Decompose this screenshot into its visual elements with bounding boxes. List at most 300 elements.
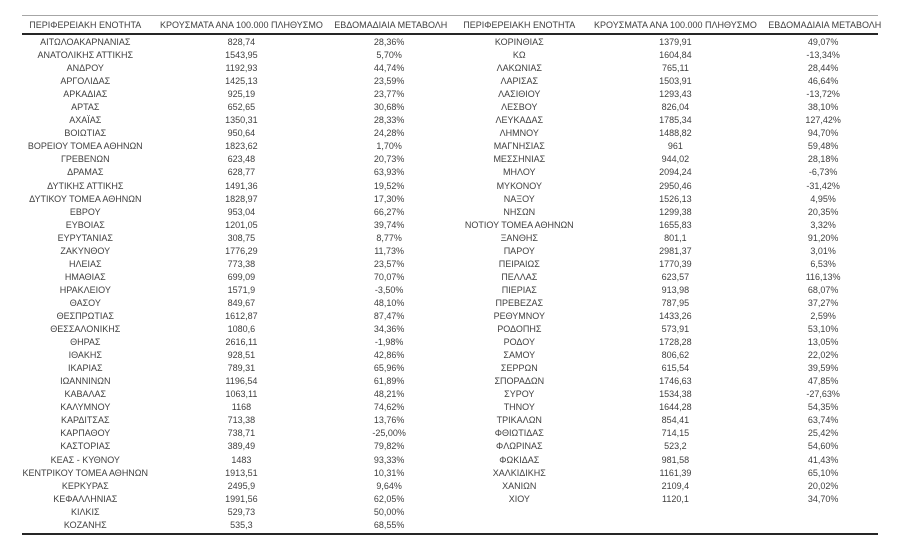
region-cell: ΤΡΙΚΑΛΩΝ [496,415,542,426]
table-row [456,219,878,232]
cases-cell: 1991,56 [225,493,258,504]
change-cell: 93,33% [373,454,405,465]
region-cell: ΘΕΣΠΡΩΤΙΑΣ [56,311,114,321]
region-cell: ΚΩ [512,50,526,61]
table-row [22,49,444,62]
table-row [456,454,878,467]
cases-cell: 1913,51 [225,467,258,478]
region-cell: ΙΚΑΡΙΑΣ [68,363,103,374]
region-cell: ΜΗΛΟΥ [503,167,536,178]
table-row [22,258,444,271]
cases-cell: 928,51 [227,350,256,361]
table-row [22,297,444,310]
cases-cell: 1483 [231,454,252,465]
change-cell: 3,32% [810,219,836,230]
change-cell: 39,74% [373,219,405,230]
table-row [22,88,444,101]
change-cell: 68,07% [807,284,839,295]
region-cell: ΒΟΙΩΤΙΑΣ [64,128,107,139]
cases-cell: 1644,28 [659,402,692,413]
change-cell: -31,42% [806,180,840,191]
cases-cell: 308,75 [227,232,256,243]
cases-cell: 1433,26 [659,311,692,321]
table-row [456,62,878,75]
table-row [22,193,444,206]
region-cell: ΛΕΥΚΑΔΑΣ [495,115,544,126]
cases-cell: 826,04 [661,102,690,113]
table-row [456,493,878,506]
cases-cell: 1379,91 [659,37,692,48]
region-cell: ΘΑΣΟΥ [69,297,101,308]
change-cell: 17,30% [373,193,405,204]
change-cell: 91,20% [807,232,839,243]
region-cell: ΡΕΘΥΜΝΟΥ [493,311,546,321]
region-cell: ΛΑΡΙΣΑΣ [500,76,539,87]
change-cell: 9,64% [376,480,402,491]
change-cell: 11,73% [374,245,405,256]
table-row [22,101,444,114]
change-cell: 54,35% [807,402,839,413]
table-row [22,493,444,506]
change-cell: 50,00% [373,506,405,517]
change-cell: 1,70% [376,141,402,152]
change-cell: 49,07% [807,37,839,48]
table-row [22,336,444,349]
cases-cell: 765,11 [662,63,689,74]
region-cell: ΑΡΓΟΛΙΔΑΣ [60,76,111,87]
region-cell: ΛΗΜΝΟΥ [499,128,539,139]
table-row [456,427,878,440]
table-row [22,310,444,323]
column-header-region: ΠΕΡΙΦΕΡΕΙΑΚΗ ΕΝΟΤΗΤΑ [29,20,142,30]
change-cell: 48,21% [373,389,405,400]
cases-cell: 913,98 [661,284,690,295]
change-cell: 42,86% [373,350,405,361]
table-row [456,467,878,480]
change-cell: -13,72% [806,89,840,100]
change-cell: 39,59% [807,363,839,374]
region-cell: ΠΕΙΡΑΙΩΣ [498,258,540,269]
table-row [456,180,878,193]
table-row [456,284,878,297]
region-cell: ΛΕΣΒΟΥ [501,102,538,113]
cases-cell: 2495,9 [227,480,256,491]
table-row [456,401,878,414]
change-cell: -3,50% [374,284,404,295]
region-cell: ΝΗΣΩΝ [503,206,536,217]
table-row [456,49,878,62]
cases-cell: 981,58 [661,454,690,465]
cases-cell: 2950,46 [659,180,692,191]
cases-cell: 1120,1 [662,493,689,504]
region-cell: ΣΑΜΟΥ [503,350,536,361]
cases-cell: 1728,28 [659,337,692,348]
region-cell: ΚΕΝΤΡΙΚΟΥ ΤΟΜΕΑ ΑΘΗΝΩΝ [22,467,149,478]
change-cell: 94,70% [807,128,839,139]
cases-cell: 2616,11 [225,337,258,348]
change-cell: 28,18% [807,154,839,165]
cases-cell: 1168 [231,402,252,413]
cases-cell: 925,19 [227,89,256,100]
cases-cell: 1503,91 [659,76,692,87]
region-cell: ΚΑΡΠΑΘΟΥ [60,428,111,439]
change-cell: 5,70% [376,50,402,61]
table-row [456,375,878,388]
cases-cell: 849,67 [227,297,256,308]
table-row [22,206,444,219]
change-cell: 79,82% [373,441,405,452]
change-cell: 34,70% [807,493,839,504]
table-row [22,454,444,467]
table-row [22,362,444,375]
table-row [22,36,444,49]
cases-cell: 1526,13 [659,193,692,204]
cases-cell: 1063,11 [225,389,258,400]
table-row [456,349,878,362]
table-row [22,140,444,153]
cases-cell: 1534,38 [659,389,692,400]
table-row [22,467,444,480]
table-row [456,310,878,323]
table-row [22,75,444,88]
table-row [22,519,444,532]
cases-cell: 1770,39 [659,258,692,269]
change-cell: 23,77% [373,89,405,100]
change-cell: 44,74% [373,63,405,74]
region-cell: ΚΟΡΙΝΘΙΑΣ [494,37,544,48]
region-cell: ΑΙΤΩΛΟΑΚΑΡΝΑΝΙΑΣ [40,37,131,48]
change-cell: 65,96% [373,363,405,374]
region-cell: ΣΕΡΡΩΝ [500,363,538,374]
region-cell: ΜΥΚΟΝΟΥ [496,180,543,191]
table-row [22,232,444,245]
table-header-right [456,18,882,33]
region-cell: ΝΟΤΙΟΥ ΤΟΜΕΑ ΑΘΗΝΩΝ [464,219,574,230]
change-cell: 37,27% [807,297,839,308]
table-row [456,193,878,206]
cases-cell: 1201,05 [225,219,258,230]
change-cell: 28,33% [373,115,405,126]
region-cell: ΦΩΚΙΔΑΣ [499,454,540,465]
region-cell: ΣΠΟΡΑΔΩΝ [494,376,545,387]
column-header-cases: ΚΡΟΥΣΜΑΤΑ ΑΝΑ 100.000 ΠΛΗΘΥΣΜΟ [160,20,323,30]
region-cell: ΛΑΚΩΝΙΑΣ [496,63,542,74]
cases-cell: 1543,95 [225,50,258,61]
region-cell: ΔΥΤΙΚΗΣ ΑΤΤΙΚΗΣ [47,180,124,191]
region-cell: ΚΑΣΤΟΡΙΑΣ [60,441,111,452]
change-cell: -1,98% [374,337,404,348]
table-row [456,388,878,401]
table-row [22,506,444,519]
region-cell: ΧΑΛΚΙΔΙΚΗΣ [492,467,546,478]
change-cell: 65,10% [807,467,839,478]
change-cell: 13,76% [373,415,405,426]
cases-cell: 623,57 [661,271,690,282]
cases-cell: 1293,43 [659,89,692,100]
change-cell: 68,55% [373,519,405,530]
cases-cell: 1192,93 [225,63,258,74]
region-cell: ΑΡΤΑΣ [71,102,100,113]
region-cell: ΙΘΑΚΗΣ [68,350,102,361]
region-cell: ΑΝΑΤΟΛΙΚΗΣ ΑΤΤΙΚΗΣ [37,50,134,61]
cases-cell: 828,74 [227,37,256,48]
table-row [456,414,878,427]
change-cell: 70,07% [373,271,405,282]
region-cell: ΒΟΡΕΙΟΥ ΤΟΜΕΑ ΑΘΗΝΩΝ [27,141,143,152]
change-cell: 25,42% [807,428,839,439]
cases-cell: 1604,84 [659,50,692,61]
column-header-region: ΠΕΡΙΦΕΡΕΙΑΚΗ ΕΝΟΤΗΤΑ [463,20,576,30]
change-cell: 47,85% [807,376,839,387]
region-cell: ΚΑΛΥΜΝΟΥ [60,402,111,413]
cases-cell: 787,95 [661,297,690,308]
change-cell: 41,43% [807,454,839,465]
change-cell: 3,01% [810,245,836,256]
region-cell: ΙΩΑΝΝΙΝΩΝ [60,376,111,387]
region-cell: ΡΟΔΟΠΗΣ [497,324,542,335]
cases-cell: 738,71 [227,428,256,439]
table-row [22,427,444,440]
change-cell: 23,57% [373,258,405,269]
region-cell: ΠΕΛΛΑΣ [501,271,538,282]
column-header-change: ΕΒΔΟΜΑΔΙΑΙΑ ΜΕΤΑΒΟΛΗ [768,20,882,30]
table-row [22,180,444,193]
region-cell: ΗΛΕΙΑΣ [69,258,102,269]
region-cell: ΚΕΦΑΛΛΗΝΙΑΣ [53,493,118,504]
table-row [22,284,444,297]
table-row [456,140,878,153]
table-row [456,336,878,349]
table-row [456,127,878,140]
cases-cell: 535,3 [230,519,253,530]
table-row [456,101,878,114]
cases-cell: 1299,38 [659,206,692,217]
cases-cell: 523,2 [664,441,687,452]
cases-cell: 1161,39 [659,467,692,478]
change-cell: 66,27% [373,206,405,217]
cases-cell: 950,64 [227,128,256,139]
cases-cell: 699,09 [227,271,256,282]
table-row [456,206,878,219]
region-cell: ΚΟΖΑΝΗΣ [63,519,107,530]
change-cell: 63,74% [807,415,839,426]
table-row [456,166,878,179]
column-header-change: ΕΒΔΟΜΑΔΙΑΙΑ ΜΕΤΑΒΟΛΗ [334,20,448,30]
cases-cell: 1785,34 [659,115,692,126]
change-cell: 48,10% [373,297,405,308]
region-cell: ΜΑΓΝΗΣΙΑΣ [493,141,545,152]
cases-cell: 1425,13 [225,76,258,87]
change-cell: 53,10% [807,324,839,335]
table-row [22,271,444,284]
table-row [456,480,878,493]
table-row [456,88,878,101]
change-cell: 74,62% [373,402,405,413]
region-cell: ΚΕΡΚΥΡΑΣ [61,480,109,491]
change-cell: 30,68% [373,102,405,113]
table-row [456,362,878,375]
region-cell: ΚΙΛΚΙΣ [71,506,100,517]
column-header-cases: ΚΡΟΥΣΜΑΤΑ ΑΝΑ 100.000 ΠΛΗΘΥΣΜΟ [594,20,757,30]
cases-cell: 2109,4 [661,480,690,491]
change-cell: 24,28% [373,128,405,139]
table-row [22,153,444,166]
region-cell: ΝΑΞΟΥ [503,193,535,204]
change-cell: 20,73% [373,154,405,165]
change-cell: 54,60% [807,441,839,452]
change-cell: 61,89% [373,376,405,387]
cases-cell: 714,15 [661,428,690,439]
change-cell: 2,59% [810,311,836,321]
region-cell: ΤΗΝΟΥ [503,402,535,413]
table-row [22,401,444,414]
table-row [456,297,878,310]
change-cell: 38,10% [807,102,839,113]
region-cell: ΠΑΡΟΥ [503,245,535,256]
region-cell: ΘΗΡΑΣ [70,337,101,348]
table-row [456,440,878,453]
table-row [22,219,444,232]
cases-cell: 2981,37 [659,245,692,256]
region-cell: ΣΥΡΟΥ [504,389,535,400]
cases-cell: 628,77 [227,167,256,178]
change-cell: 20,02% [807,480,839,491]
change-cell: 20,35% [807,206,839,217]
cases-cell: 1746,63 [659,376,692,387]
change-cell: 46,64% [807,76,839,87]
change-cell: 62,05% [373,493,405,504]
cases-cell: 854,41 [661,415,690,426]
cases-cell: 713,38 [227,415,256,426]
table-row [22,375,444,388]
table-row [456,153,878,166]
cases-cell: 1350,31 [225,115,258,126]
cases-cell: 1491,36 [225,180,258,191]
table-body-right [456,36,878,506]
table-row [456,258,878,271]
cases-cell: 953,04 [227,206,256,217]
regional-unit-cases-table [22,15,882,535]
cases-cell: 2094,24 [659,167,692,178]
region-cell: ΑΝΔΡΟΥ [66,63,104,74]
region-cell: ΓΡΕΒΕΝΩΝ [60,154,110,165]
change-cell: 4,95% [810,193,836,204]
region-cell: ΠΙΕΡΙΑΣ [501,284,537,295]
cases-cell: 615,54 [661,363,690,374]
region-cell: ΜΕΣΣΗΝΙΑΣ [493,154,546,165]
table-row [456,114,878,127]
region-cell: ΘΕΣΣΑΛΟΝΙΚΗΣ [50,324,121,335]
region-cell: ΕΥΡΥΤΑΝΙΑΣ [57,232,113,243]
cases-cell: 623,48 [227,154,256,165]
cases-cell: 1196,54 [225,376,258,387]
change-cell: 34,36% [373,324,405,335]
table-body [22,35,878,535]
table-row [22,127,444,140]
change-cell: 59,48% [807,141,839,152]
change-cell: 10,31% [373,467,405,478]
cases-cell: 1776,29 [225,245,258,256]
change-cell: 87,47% [373,311,405,321]
region-cell: ΛΑΣΙΘΙΟΥ [498,89,541,100]
change-cell: -6,73% [808,167,838,178]
change-cell: -25,00% [372,428,406,439]
region-cell: ΧΑΝΙΩΝ [502,480,537,491]
region-cell: ΚΑΡΔΙΤΣΑΣ [61,415,110,426]
change-cell: 6,53% [810,258,836,269]
change-cell: 28,36% [373,37,405,48]
region-cell: ΕΒΡΟΥ [69,206,101,217]
region-cell: ΚΕΑΣ - ΚΥΘΝΟΥ [50,454,120,465]
cases-cell: 1828,97 [225,193,258,204]
cases-cell: 1655,83 [659,219,692,230]
cases-cell: 529,73 [227,506,256,517]
region-cell: ΗΜΑΘΙΑΣ [64,271,106,282]
region-cell: ΚΑΒΑΛΑΣ [64,389,107,400]
table-row [22,166,444,179]
change-cell: 28,44% [807,63,839,74]
region-cell: ΕΥΒΟΙΑΣ [65,219,105,230]
change-cell: 22,02% [807,350,839,361]
region-cell: ΠΡΕΒΕΖΑΣ [495,297,544,308]
table-header-left [22,18,448,33]
table-row [22,440,444,453]
cases-cell: 1823,62 [225,141,258,152]
cases-cell: 1080,6 [227,324,256,335]
cases-cell: 652,65 [227,102,256,113]
cases-cell: 1612,87 [225,311,258,321]
table-row [22,388,444,401]
region-cell: ΖΑΚΥΝΘΟΥ [60,245,111,256]
table-row [456,75,878,88]
region-cell: ΦΛΩΡΙΝΑΣ [496,441,543,452]
table-row [22,62,444,75]
cases-cell: 573,91 [661,324,690,335]
cases-cell: 806,62 [661,350,690,361]
table-row [456,232,878,245]
region-cell: ΑΧΑΪΑΣ [69,115,102,126]
table-row [22,323,444,336]
region-cell: ΑΡΚΑΔΙΑΣ [63,89,108,100]
cases-cell: 773,38 [227,258,256,269]
change-cell: 13,05% [807,337,839,348]
change-cell: 127,42% [805,115,841,126]
cases-cell: 389,49 [227,441,256,452]
table-row [456,245,878,258]
cases-cell: 789,31 [227,363,256,374]
table-body-left [22,36,444,532]
region-cell: ΔΥΤΙΚΟΥ ΤΟΜΕΑ ΑΘΗΝΩΝ [29,193,142,204]
table-row [22,349,444,362]
change-cell: 8,77% [376,232,402,243]
region-cell: ΔΡΑΜΑΣ [67,167,104,178]
change-cell: 116,13% [805,271,841,282]
table-row [22,414,444,427]
change-cell: -13,34% [806,50,840,61]
table-header-row [22,16,882,35]
table-row [456,36,878,49]
table-row [22,114,444,127]
table-row [22,480,444,493]
region-cell: ΗΡΑΚΛΕΙΟΥ [59,284,111,295]
table-row [456,271,878,284]
region-cell: ΧΙΟΥ [508,493,530,504]
change-cell: 19,52% [373,180,405,191]
cases-cell: 1488,82 [659,128,692,139]
cases-cell: 944,02 [661,154,690,165]
cases-cell: 801,1 [664,232,687,243]
change-cell: -27,63% [806,389,840,400]
